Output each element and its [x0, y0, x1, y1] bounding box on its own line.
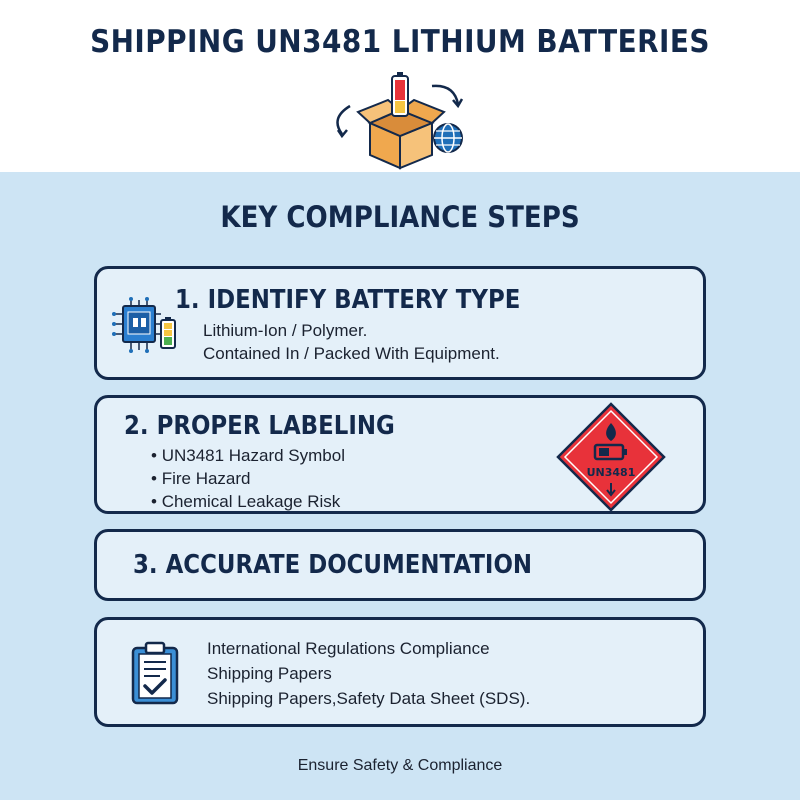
bullet-item: • Fire Hazard [151, 467, 345, 490]
documentation-line-3: Shipping Papers,Safety Data Sheet (SDS). [207, 689, 531, 708]
documentation-details-card [94, 617, 706, 727]
step-1-heading: 1. IDENTIFY BATTERY TYPE [175, 285, 521, 315]
shipping-box-illustration [320, 68, 480, 172]
step-1-line-2: Contained In / Packed With Equipment. [203, 344, 500, 363]
step-card-documentation [94, 529, 706, 601]
battery-chip-icon [111, 296, 179, 354]
bullet-item: • UN3481 Hazard Symbol [151, 444, 345, 467]
bullet-item: • Chemical Leakage Risk [151, 490, 345, 513]
section-title: KEY COMPLIANCE STEPS [220, 200, 580, 234]
step-card-labeling [94, 395, 706, 514]
step-2-heading: 2. PROPER LABELING [124, 411, 395, 441]
documentation-line-2: Shipping Papers [207, 664, 332, 683]
page-title: SHIPPING UN3481 LITHIUM BATTERIES [90, 24, 710, 60]
hazard-label-text: UN3481 [586, 466, 636, 479]
hazard-label-icon [555, 401, 667, 513]
clipboard-check-icon [130, 640, 180, 706]
step-3-heading: 3. ACCURATE DOCUMENTATION [133, 550, 533, 580]
step-card-identify [94, 266, 706, 380]
documentation-line-1: International Regulations Compliance [207, 639, 490, 658]
labeling-bullet-list [151, 444, 345, 513]
step-1-line-1: Lithium-Ion / Polymer. [203, 321, 368, 340]
footer-text: Ensure Safety & Compliance [297, 757, 503, 774]
